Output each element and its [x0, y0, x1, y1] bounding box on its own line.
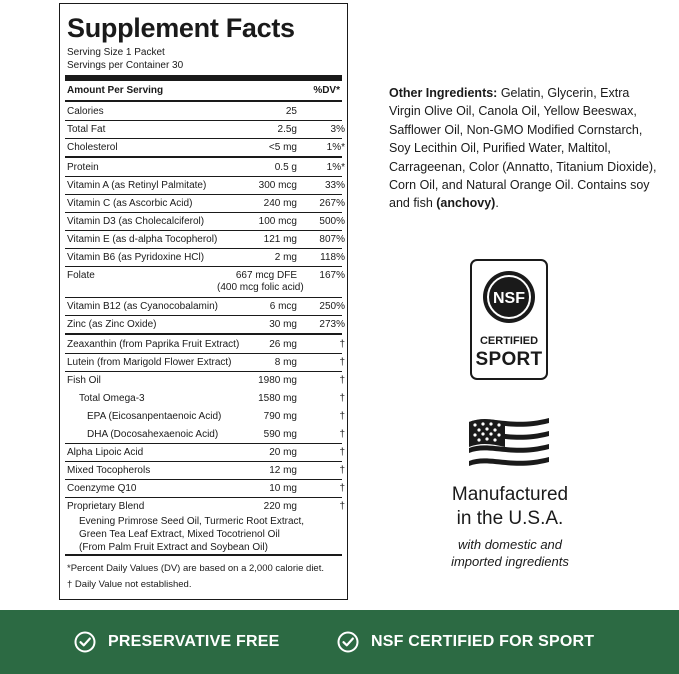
nutrient-row-dha: DHA (Docosahexaenoic Acid) 590 mg †: [87, 428, 345, 440]
nutrient-row-epa: EPA (Eicosanpentaenoic Acid) 790 mg †: [87, 410, 345, 422]
other-ingredients-label: Other Ingredients:: [389, 86, 498, 100]
allergen-text: (anchovy): [436, 196, 496, 211]
other-ingredients-end: .: [495, 196, 499, 211]
check-circle-icon: [337, 631, 359, 653]
nutrient-group-b: [65, 158, 345, 333]
blend-description: Evening Primrose Seed Oil, Turmeric Root Extract, Green Tea Leaf Extract, Mixed Tocotrienol Oil (From Palm Fruit Extract and Soybean Oil): [79, 516, 305, 553]
nutrient-row: Total Fat 2.5g 3%: [65, 120, 342, 138]
claim-preservative-free: [74, 630, 279, 654]
other-ingredients: [389, 84, 659, 213]
nutrient-row: Zeaxanthin (from Paprika Fruit Extract) 26 mg †: [67, 338, 345, 350]
footnote-dagger: † Daily Value not established.: [67, 579, 192, 590]
nutrient-row: Vitamin C (as Ascorbic Acid) 240 mg 267%: [65, 194, 342, 212]
nutrient-row: Protein 0.5 g 1%*: [67, 161, 345, 173]
nsf-logo-icon: [481, 269, 537, 325]
nutrient-row: Calories 25: [67, 105, 297, 117]
facts-title: Supplement Facts: [67, 13, 295, 43]
nutrient-row: Mixed Tocopherols 12 mg †: [65, 461, 342, 479]
nutrient-row: Vitamin E (as d-alpha Tocopherol) 121 mg 807%: [65, 230, 342, 248]
nutrient-row: Alpha Lipoic Acid 20 mg †: [65, 443, 342, 461]
nutrient-row-folate: Folate 667 mcg DFE (400 mcg folic acid) 167%: [65, 266, 342, 297]
nsf-certified-text: CERTIFIED: [479, 335, 539, 347]
nutrient-row: Vitamin D3 (as Cholecalciferol) 100 mcg 500%: [65, 212, 342, 230]
serving-size: Serving Size 1 Packet: [67, 47, 165, 58]
nutrient-group-a: [65, 102, 345, 156]
footnote-dv: *Percent Daily Values (DV) are based on a 2,000 calorie diet.: [67, 563, 324, 574]
nutrient-row: Vitamin A (as Retinyl Palmitate) 300 mcg 33%: [65, 176, 342, 194]
header-amount: Amount Per Serving: [67, 85, 164, 96]
nutrient-row: Vitamin B6 (as Pyridoxine HCl) 2 mg 118%: [65, 248, 342, 266]
nutrient-row-omega: Total Omega-3 1580 mg †: [79, 392, 345, 404]
claims-band: [0, 610, 679, 674]
nutrient-row: Coenzyme Q10 10 mg †: [65, 479, 342, 497]
folate-amount: 667 mcg DFE (400 mcg folic acid): [217, 270, 304, 293]
nutrient-row: Fish Oil 1980 mg †: [65, 371, 342, 389]
supplement-facts-panel: [59, 3, 348, 600]
claim-label: NSF CERTIFIED FOR SPORT: [371, 633, 595, 650]
facts-header-row: [65, 81, 342, 100]
nutrient-row: Lutein (from Marigold Flower Extract) 8 mg †: [65, 353, 342, 371]
servings-per-container: Servings per Container 30: [67, 60, 184, 71]
nsf-sport-text: SPORT: [475, 349, 543, 370]
nsf-certified-sport-badge: [470, 259, 548, 380]
nutrient-row: Cholesterol <5 mg 1%*: [65, 138, 342, 156]
footnotes: [65, 556, 342, 593]
nsf-logo-text: NSF: [493, 290, 525, 307]
header-dv: %DV*: [313, 85, 340, 96]
nutrient-group-c: [65, 335, 345, 554]
check-circle-icon: [74, 631, 96, 653]
nutrient-row: Zinc (as Zinc Oxide) 30 mg 273%: [65, 315, 342, 333]
other-ingredients-text: Gelatin, Glycerin, Extra Virgin Olive Oil, Canola Oil, Yellow Beeswax, Safflower Oil, Non-GMO Modified Cornstarch, Soy Lecithin Oil, Purified Water, Maltitol, Carrageenan, Color (Annatto, Titanium Dioxide), Corn Oil, and Natural Orange Oil. Contains soy and fish: [389, 86, 657, 211]
nutrient-row: Vitamin B12 (as Cyanocobalamin) 6 mcg 250%: [65, 297, 342, 315]
ingredients-origin-text: with domestic and imported ingredients: [451, 537, 569, 569]
claim-label: PRESERVATIVE FREE: [108, 633, 280, 650]
claim-nsf-certified: [337, 630, 594, 654]
nutrient-row-blend: Proprietary Blend 220 mg † Evening Primrose Seed Oil, Turmeric Root Extract, Green Tea Leaf Extract, Mixed Tocotrienol Oil (From Palm Fruit Extract and Soybean Oil): [65, 497, 342, 554]
manufactured-usa-text: Manufactured in the U.S.A.: [451, 484, 569, 529]
us-flag-icon: [467, 414, 551, 474]
